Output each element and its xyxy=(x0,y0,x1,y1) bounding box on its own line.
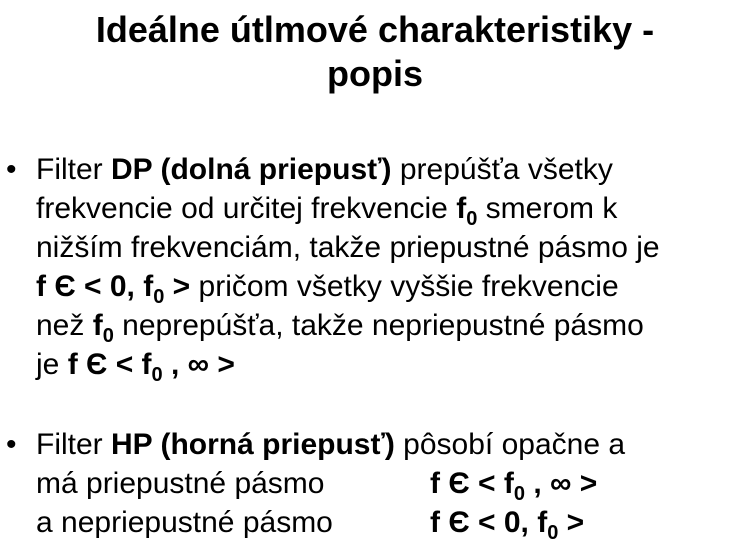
dp-line-2-pre: frekvencie od určitej frekvencie xyxy=(36,192,457,225)
dp-line-5-pre: než xyxy=(36,309,93,342)
hp-passband-b: , ∞ > xyxy=(524,467,598,500)
hp-line-3-label: a nepriepustné pásmo xyxy=(36,506,333,539)
hp-term: HP (horná priepusť) xyxy=(111,428,395,461)
hp-line-1-post: pôsobí opačne a xyxy=(394,428,626,461)
hp-stopband-a: f Є < 0, f xyxy=(430,506,548,539)
slide-title-line-1: Ideálne útlmové charakteristiky - xyxy=(95,9,655,50)
dp-line-3: nižším frekvenciám, takže priepustné pásmo je xyxy=(36,231,660,264)
dp-f-symbol-2: f xyxy=(92,309,103,342)
hp-line-1 xyxy=(36,425,625,464)
dp-f-symbol: f xyxy=(456,192,467,225)
hp-passband-a: f Є < f xyxy=(430,467,514,500)
dp-line-6 xyxy=(36,345,235,384)
hp-line-1-pre: Filter xyxy=(36,428,111,461)
hp-passband xyxy=(430,464,597,503)
hp-passband-subscript: 0 xyxy=(513,483,525,505)
hp-stopband-subscript: 0 xyxy=(547,522,559,544)
bullet-icon: • xyxy=(6,153,17,186)
dp-line-1-post: prepúšťa všetky xyxy=(391,153,613,186)
dp-line-5-post: neprepúšťa, takže nepriepustné pásmo xyxy=(113,309,644,342)
dp-passband-a: f Є < 0, f xyxy=(36,270,154,303)
dp-line-1 xyxy=(36,150,613,189)
dp-line-1-pre: Filter xyxy=(36,153,111,186)
dp-stopband-b: , ∞ > xyxy=(162,348,235,381)
dp-line-2-post: smerom k xyxy=(477,192,618,225)
dp-term: DP (dolná priepusť) xyxy=(111,153,392,186)
dp-line-4-post: pričom všetky vyššie frekvencie xyxy=(190,270,619,303)
hp-line-2-label: má priepustné pásmo xyxy=(36,467,325,500)
dp-f-subscript-2: 0 xyxy=(102,325,114,347)
dp-stopband-subscript: 0 xyxy=(151,364,163,386)
dp-line-5 xyxy=(36,306,644,345)
dp-line-6-pre: je xyxy=(36,348,68,381)
hp-stopband xyxy=(430,503,584,542)
bullet-icon: • xyxy=(6,428,17,461)
dp-line-2 xyxy=(36,189,617,228)
dp-passband-subscript: 0 xyxy=(153,286,165,308)
dp-stopband-a: f Є < f xyxy=(67,348,152,381)
hp-stopband-b: > xyxy=(558,506,585,539)
dp-f-subscript: 0 xyxy=(466,208,478,230)
slide-title-line-2: popis xyxy=(327,53,423,94)
dp-line-4 xyxy=(36,267,619,306)
dp-passband-b: > xyxy=(164,270,191,303)
